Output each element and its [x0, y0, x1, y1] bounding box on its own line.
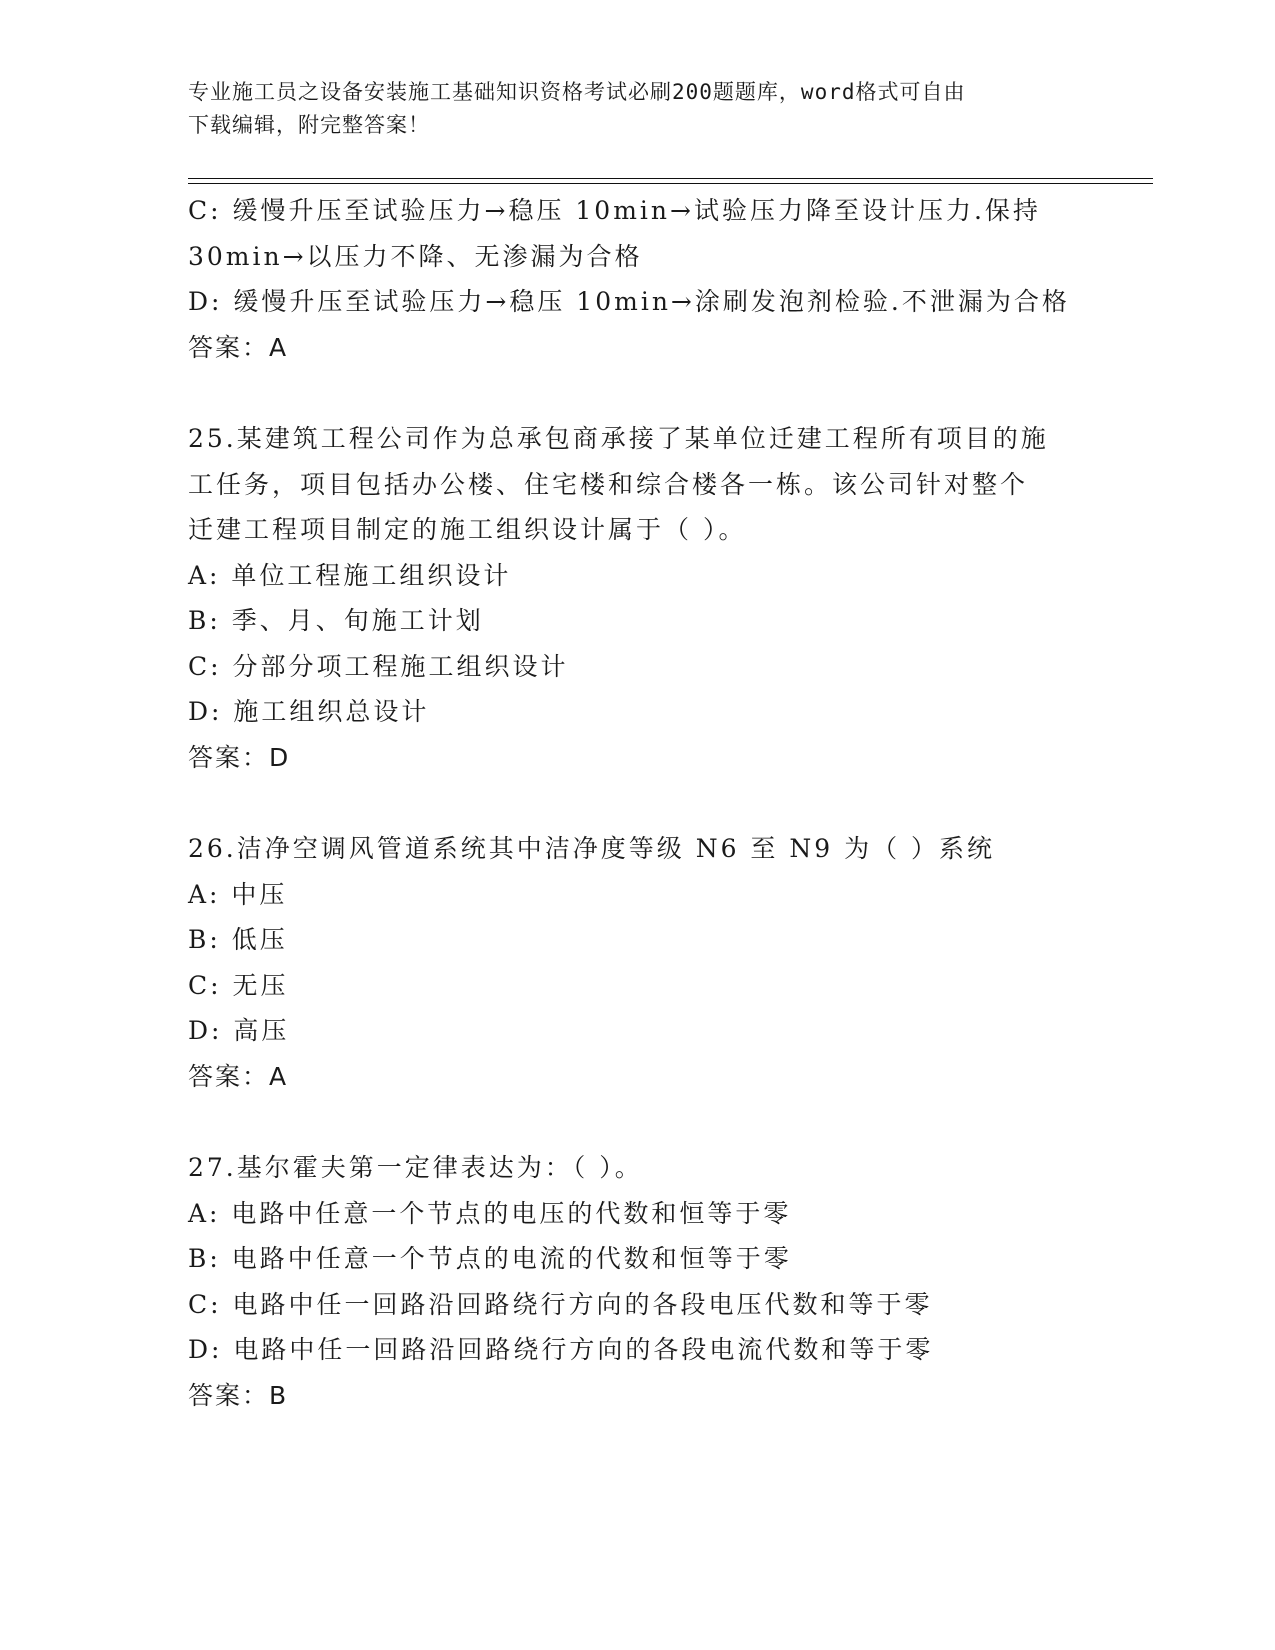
question-26: [188, 826, 1128, 1099]
question-stem: 工任务，项目包括办公楼、住宅楼和综合楼各一栋。该公司针对整个: [188, 469, 1029, 499]
spacer: [188, 780, 1128, 826]
option-c-line-2: 30min→以压力不降、无渗漏为合格: [188, 241, 643, 271]
question-stem: 27.基尔霍夫第一定律表达为：（ ）。: [188, 1153, 643, 1182]
spacer: [188, 370, 1128, 416]
answer: 答案：D: [188, 742, 291, 772]
question-24-continued: [188, 188, 1128, 370]
answer: 答案：B: [188, 1380, 289, 1410]
question-stem: 迁建工程项目制定的施工组织设计属于（ ）。: [188, 515, 747, 544]
answer: 答案：A: [188, 332, 289, 362]
header-line-1: 专业施工员之设备安装施工基础知识资格考试必刷200题题库，word格式可自由: [188, 80, 966, 104]
option-c-line-1: C: 缓慢升压至试验压力→稳压 10min→试验压力降至设计压力.保持: [188, 196, 1041, 225]
option-a: A: 单位工程施工组织设计: [188, 560, 512, 590]
option-d: D: 电路中任一回路沿回路绕行方向的各段电流代数和等于零: [188, 1335, 934, 1364]
header-divider-top: [188, 178, 1153, 179]
spacer: [188, 1099, 1128, 1145]
header-line-2: 下载编辑，附完整答案！: [188, 113, 430, 137]
option-b: B: 电路中任意一个节点的电流的代数和恒等于零: [188, 1244, 792, 1273]
option-d: D: 缓慢升压至试验压力→稳压 10min→涂刷发泡剂检验.不泄漏为合格: [188, 287, 1070, 316]
question-stem: 26.洁净空调风管道系统其中洁净度等级 N6 至 N9 为（ ）系统: [188, 834, 996, 863]
answer: 答案：A: [188, 1061, 289, 1091]
option-a: A: 中压: [188, 879, 288, 909]
option-c: C: 电路中任一回路沿回路绕行方向的各段电压代数和等于零: [188, 1289, 933, 1319]
question-stem: 25.某建筑工程公司作为总承包商承接了某单位迁建工程所有项目的施: [188, 424, 1049, 453]
option-c: C: 无压: [188, 970, 289, 1000]
question-25: [188, 416, 1128, 780]
header-divider-bottom: [188, 183, 1153, 184]
option-d: D: 高压: [188, 1016, 290, 1045]
option-a: A: 电路中任意一个节点的电压的代数和恒等于零: [188, 1198, 792, 1228]
document-header: [188, 76, 1068, 142]
option-b: B: 季、月、旬施工计划: [188, 606, 484, 635]
question-27: [188, 1145, 1128, 1418]
option-c: C: 分部分项工程施工组织设计: [188, 651, 569, 681]
option-b: B: 低压: [188, 925, 288, 954]
question-content: [188, 188, 1128, 1418]
option-d: D: 施工组织总设计: [188, 697, 430, 726]
